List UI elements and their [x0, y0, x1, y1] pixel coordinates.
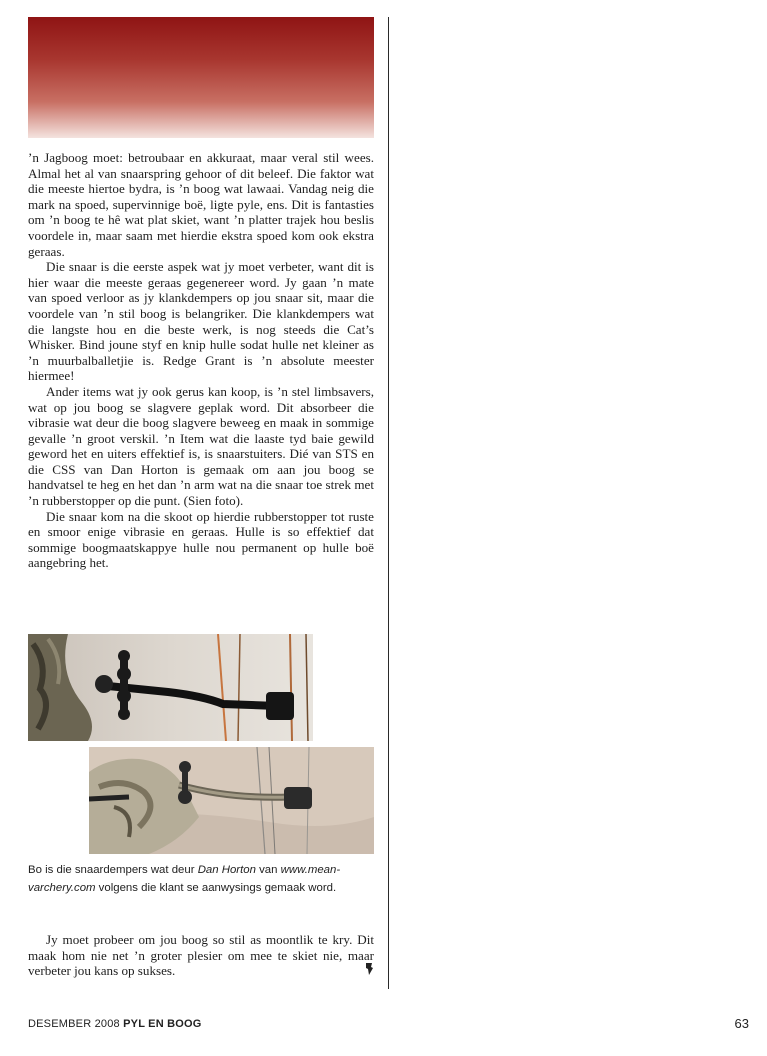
caption-url: www.mean-varchery.com	[28, 864, 341, 894]
footer-magazine: PYL EN BOOG	[123, 1018, 202, 1030]
caption-name: Dan Horton	[197, 864, 256, 876]
footer-date: DESEMBER 2008	[28, 1018, 124, 1030]
caption-text-3: volgens die klant se aanwysings gemaak word.	[95, 881, 337, 894]
header-color-band	[28, 17, 374, 138]
closing-paragraph: Jy moet probeer om jou boog so stil as moontlik te kry. Dit maak hom nie net ’n groter plesier om mee te skiet nie, maar verbeter jou kans op sukses.	[28, 932, 374, 979]
closing-text	[28, 932, 374, 979]
photo-string-suppressor-2	[89, 747, 374, 854]
caption-text-2: van	[255, 864, 281, 876]
page-number: 63	[734, 1016, 749, 1031]
paragraph-4: Die snaar kom na die skoot op hierdie rubberstopper tot ruste en smoor enige vibrasie en geraas. Hulle is so effektief dat sommige boogmaatskappye hulle nou permanent op hulle boë aangebring het.	[28, 508, 374, 571]
end-mark-icon	[364, 962, 374, 981]
paragraph-1: ’n Jagboog moet: betroubaar en akkuraat, maar veral stil wees. Almal het al van snaarspring gehoor of dit beleef. Die faktor wat die meeste hiertoe bydra, is ’n boog wat lawaai. Vandag neig die mark na spoed, supervinnige boë, ligte pyle, ens. Dit is fantasties om ’n boog te hê wat plat skiet, want ’n platter trajek hou beslis voordele in, maar saam met hierdie ekstra spoed kom ook ekstra geraas.	[28, 150, 374, 259]
column-divider	[388, 17, 389, 989]
footer-issue	[28, 1018, 202, 1030]
paragraph-3: Ander items wat jy ook gerus kan koop, is ’n stel limbsavers, wat op jou boog se slagvere geplak word. Dit absorbeer die vibrasie wat deur die boog slagvere beweeg en maak in sommige gevalle ’n groot verskil. ’n Item wat die laaste tyd baie gewild geword het en uiters effektief is, is snaarstuiters. Dié van STS en die CSS van Dan Horton is gemaak om aan jou boog se handvatsel te heg en het dan ’n arm wat na die snaar toe strek met ’n rubberstopper op die punt. (Sien foto).	[28, 383, 374, 509]
article-body	[28, 150, 374, 571]
photo-string-suppressor-1	[28, 634, 313, 741]
caption-text-1: Bo is die snaardempers wat deur	[28, 864, 198, 876]
photo-caption	[28, 862, 380, 897]
paragraph-2: Die snaar is die eerste aspek wat jy moet verbeter, want dit is hier waar die meeste geraas gegenereer word. Jy gaan ’n mate van spoed verloor as jy klankdempers op jou snaar sit, maar die voordele van ’n stil boog is belangriker. Die klankdempers wat die langste hou en die beste werk, is nog steeds die Cat’s Whisker. Bind joune styf en knip hulle sodat hulle net kleiner as ’n muurbalballetjie is. Redge Grant is ’n absolute meester hiermee!	[28, 259, 374, 384]
